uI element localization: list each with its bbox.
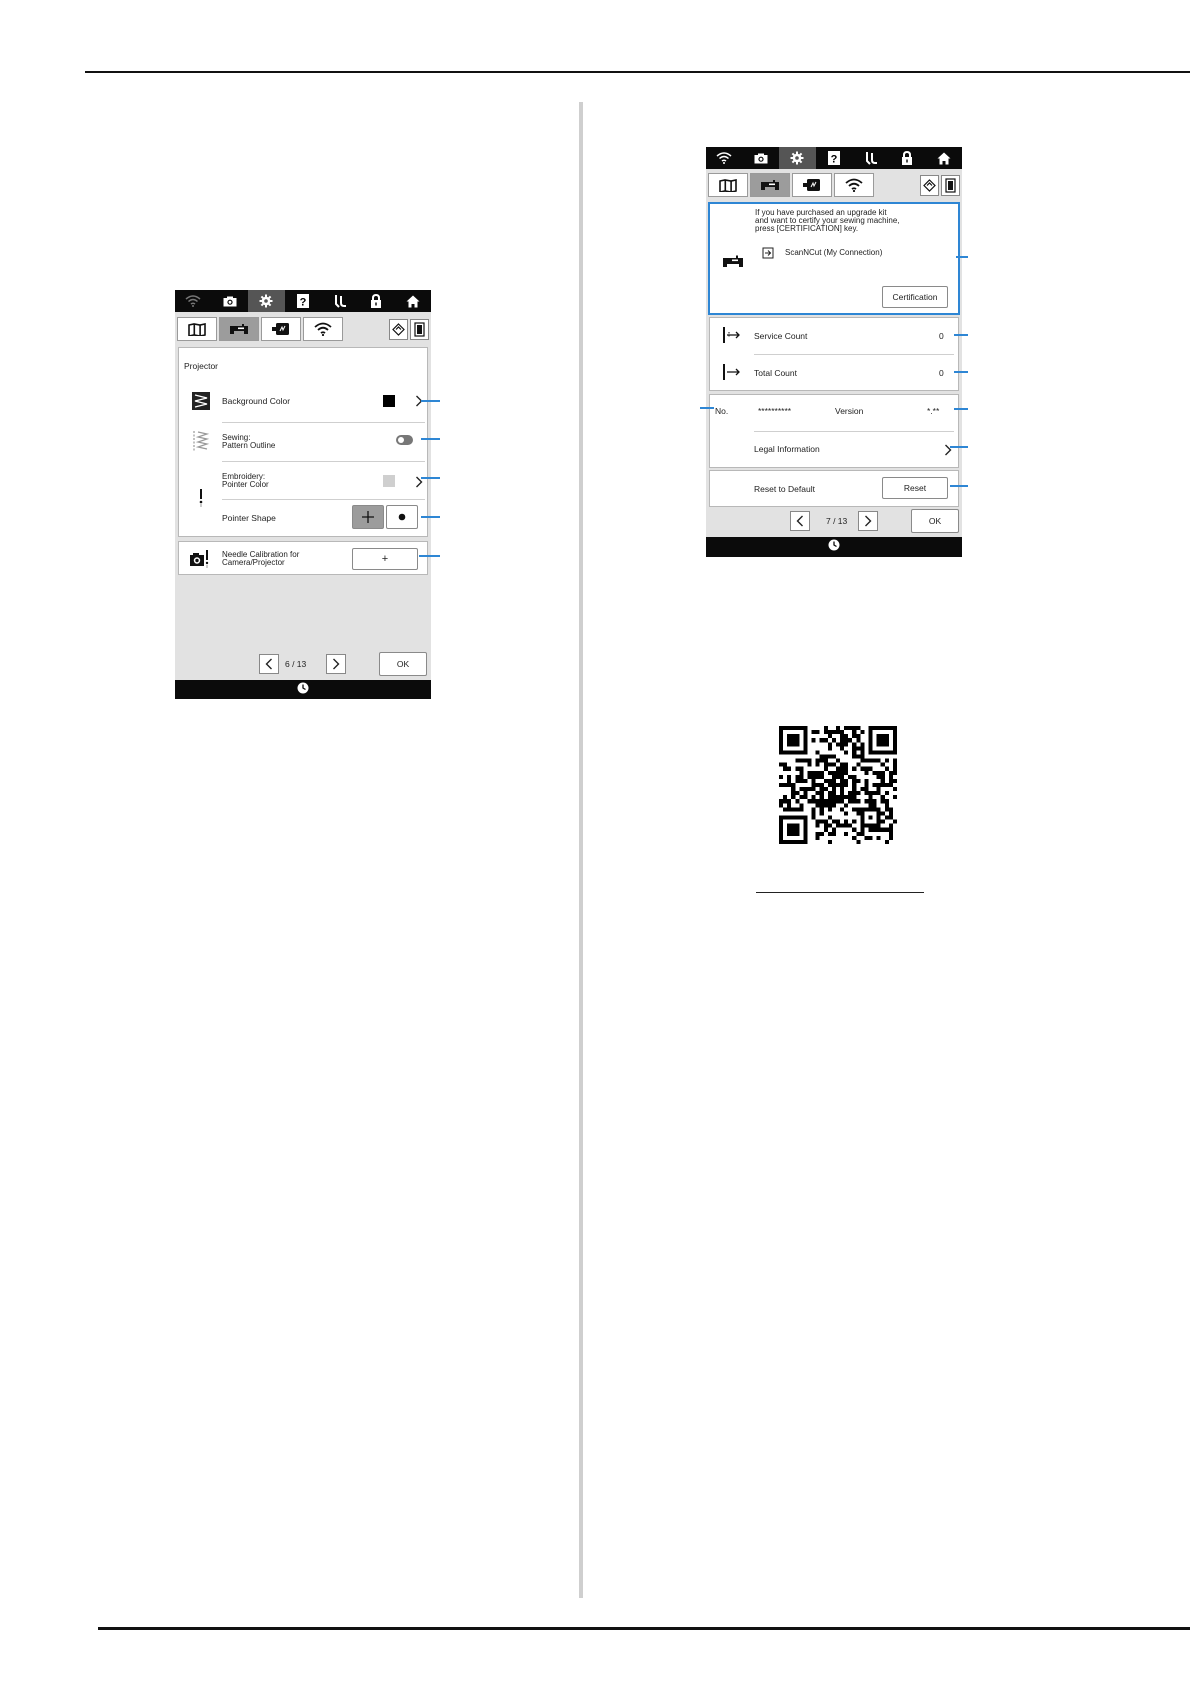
callout-line (954, 371, 968, 373)
callout-line (421, 477, 440, 479)
background-color-label: Background Color (222, 396, 291, 406)
callout-line (956, 256, 968, 258)
version-value: *.** (927, 406, 940, 416)
total-count-label: Total Count (754, 368, 797, 378)
tab-sewing[interactable] (219, 317, 259, 341)
projector-panel (178, 347, 428, 537)
reset-button[interactable]: Reset (882, 477, 948, 499)
tab-wireless[interactable] (303, 317, 343, 341)
needle-icon[interactable] (852, 147, 889, 169)
pattern-outline-icon (192, 430, 210, 457)
lock-icon[interactable] (358, 290, 395, 312)
gear-icon[interactable] (248, 290, 285, 312)
lock-icon[interactable] (889, 147, 926, 169)
pattern-outline-toggle[interactable] (396, 435, 413, 445)
tab-general[interactable] (708, 173, 748, 197)
screen-capture-button[interactable] (941, 175, 960, 196)
needle-calibration-panel (178, 541, 428, 575)
background-color-icon (191, 391, 211, 416)
needle-calibration-label-2: Camera/Projector (222, 558, 285, 567)
category-tabs (708, 173, 960, 197)
column-divider (579, 102, 583, 1598)
svg-text:?: ? (830, 153, 838, 165)
scan-connection-label: ScanNCut (My Connection) (785, 248, 883, 257)
header-rule (85, 71, 1190, 73)
settings-screen-machine-info (706, 147, 962, 557)
clock-icon (828, 538, 840, 556)
footer-bar (175, 680, 431, 699)
callout-line (950, 446, 968, 448)
sewing-label-1: Sewing: (222, 433, 251, 442)
service-count-icon (722, 326, 740, 349)
needle-calibration-label-1: Needle Calibration for (222, 550, 300, 559)
certification-button[interactable]: Certification (882, 286, 948, 308)
pointer-shape-cross-button[interactable] (352, 505, 384, 529)
background-color-swatch[interactable] (383, 395, 395, 407)
home-icon[interactable] (925, 147, 962, 169)
help-icon[interactable] (285, 290, 322, 312)
ok-button[interactable]: OK (379, 652, 427, 676)
needle-icon[interactable] (321, 290, 358, 312)
sewing-label-2: Pattern Outline (222, 441, 276, 450)
tab-embroidery[interactable] (261, 317, 301, 341)
svg-text:?: ? (299, 296, 307, 308)
certification-text-1: If you have purchased an upgrade kit (755, 208, 887, 217)
callout-line (954, 408, 968, 410)
camera-needle-icon (189, 549, 211, 574)
prev-page-button[interactable] (790, 511, 810, 531)
wifi-icon[interactable] (175, 290, 212, 312)
callout-line (419, 555, 440, 557)
camera-icon[interactable] (212, 290, 249, 312)
reset-panel (709, 470, 959, 507)
reset-to-default-label: Reset to Default (754, 484, 815, 494)
total-count-icon (722, 363, 740, 386)
prev-page-button[interactable] (259, 654, 279, 674)
needle-calibration-button[interactable]: + (352, 548, 418, 570)
page-indicator: 7 / 13 (826, 516, 848, 526)
certification-panel (708, 202, 960, 315)
callout-line (421, 400, 440, 402)
wifi-icon[interactable] (706, 147, 743, 169)
help-icon[interactable] (816, 147, 853, 169)
callout-line (954, 334, 968, 336)
screen-capture-button[interactable] (410, 319, 429, 340)
version-label: Version (835, 406, 864, 416)
service-count-label: Service Count (754, 331, 808, 341)
callout-line (421, 438, 440, 440)
pointer-shape-dot-button[interactable] (386, 505, 418, 529)
status-bar (175, 290, 431, 312)
pointer-icon (198, 489, 204, 512)
total-count-value: 0 (939, 368, 944, 378)
link-underline (756, 892, 924, 893)
pointer-color-swatch[interactable] (383, 475, 395, 487)
callout-line (421, 516, 440, 518)
embroidery-label-1: Embroidery: (222, 472, 266, 481)
page-indicator: 6 / 13 (285, 659, 307, 669)
settings-image-button[interactable] (389, 319, 408, 340)
certification-text-3: press [CERTIFICATION] key. (755, 224, 859, 233)
tab-embroidery[interactable] (792, 173, 832, 197)
footer-rule (98, 1627, 1190, 1630)
pointer-shape-label: Pointer Shape (222, 513, 276, 523)
camera-icon[interactable] (743, 147, 780, 169)
connection-icon (762, 246, 774, 264)
next-page-button[interactable] (326, 654, 346, 674)
certification-text-2: and want to certify your sewing machine, (755, 216, 900, 225)
no-label: No. (715, 406, 729, 416)
category-tabs (177, 317, 429, 341)
qr-code (779, 726, 897, 844)
counts-panel (709, 317, 959, 391)
settings-image-button[interactable] (920, 175, 939, 196)
home-icon[interactable] (394, 290, 431, 312)
callout-line (700, 407, 714, 409)
gear-icon[interactable] (779, 147, 816, 169)
no-value: ********** (758, 406, 792, 416)
status-bar (706, 147, 962, 169)
sewing-machine-icon (722, 255, 744, 274)
tab-general[interactable] (177, 317, 217, 341)
settings-screen-projector (175, 290, 431, 699)
next-page-button[interactable] (858, 511, 878, 531)
chevron-right-icon[interactable] (415, 394, 423, 412)
callout-line (950, 485, 968, 487)
clock-icon (297, 681, 309, 699)
legal-information-label[interactable]: Legal Information (754, 444, 820, 454)
tab-sewing[interactable] (750, 173, 790, 197)
section-title: Projector (184, 361, 219, 371)
tab-wireless[interactable] (834, 173, 874, 197)
footer-bar (706, 537, 962, 557)
info-panel (709, 394, 959, 468)
ok-button[interactable]: OK (911, 509, 959, 533)
embroidery-label-2: Pointer Color (222, 480, 269, 489)
service-count-value: 0 (939, 331, 944, 341)
